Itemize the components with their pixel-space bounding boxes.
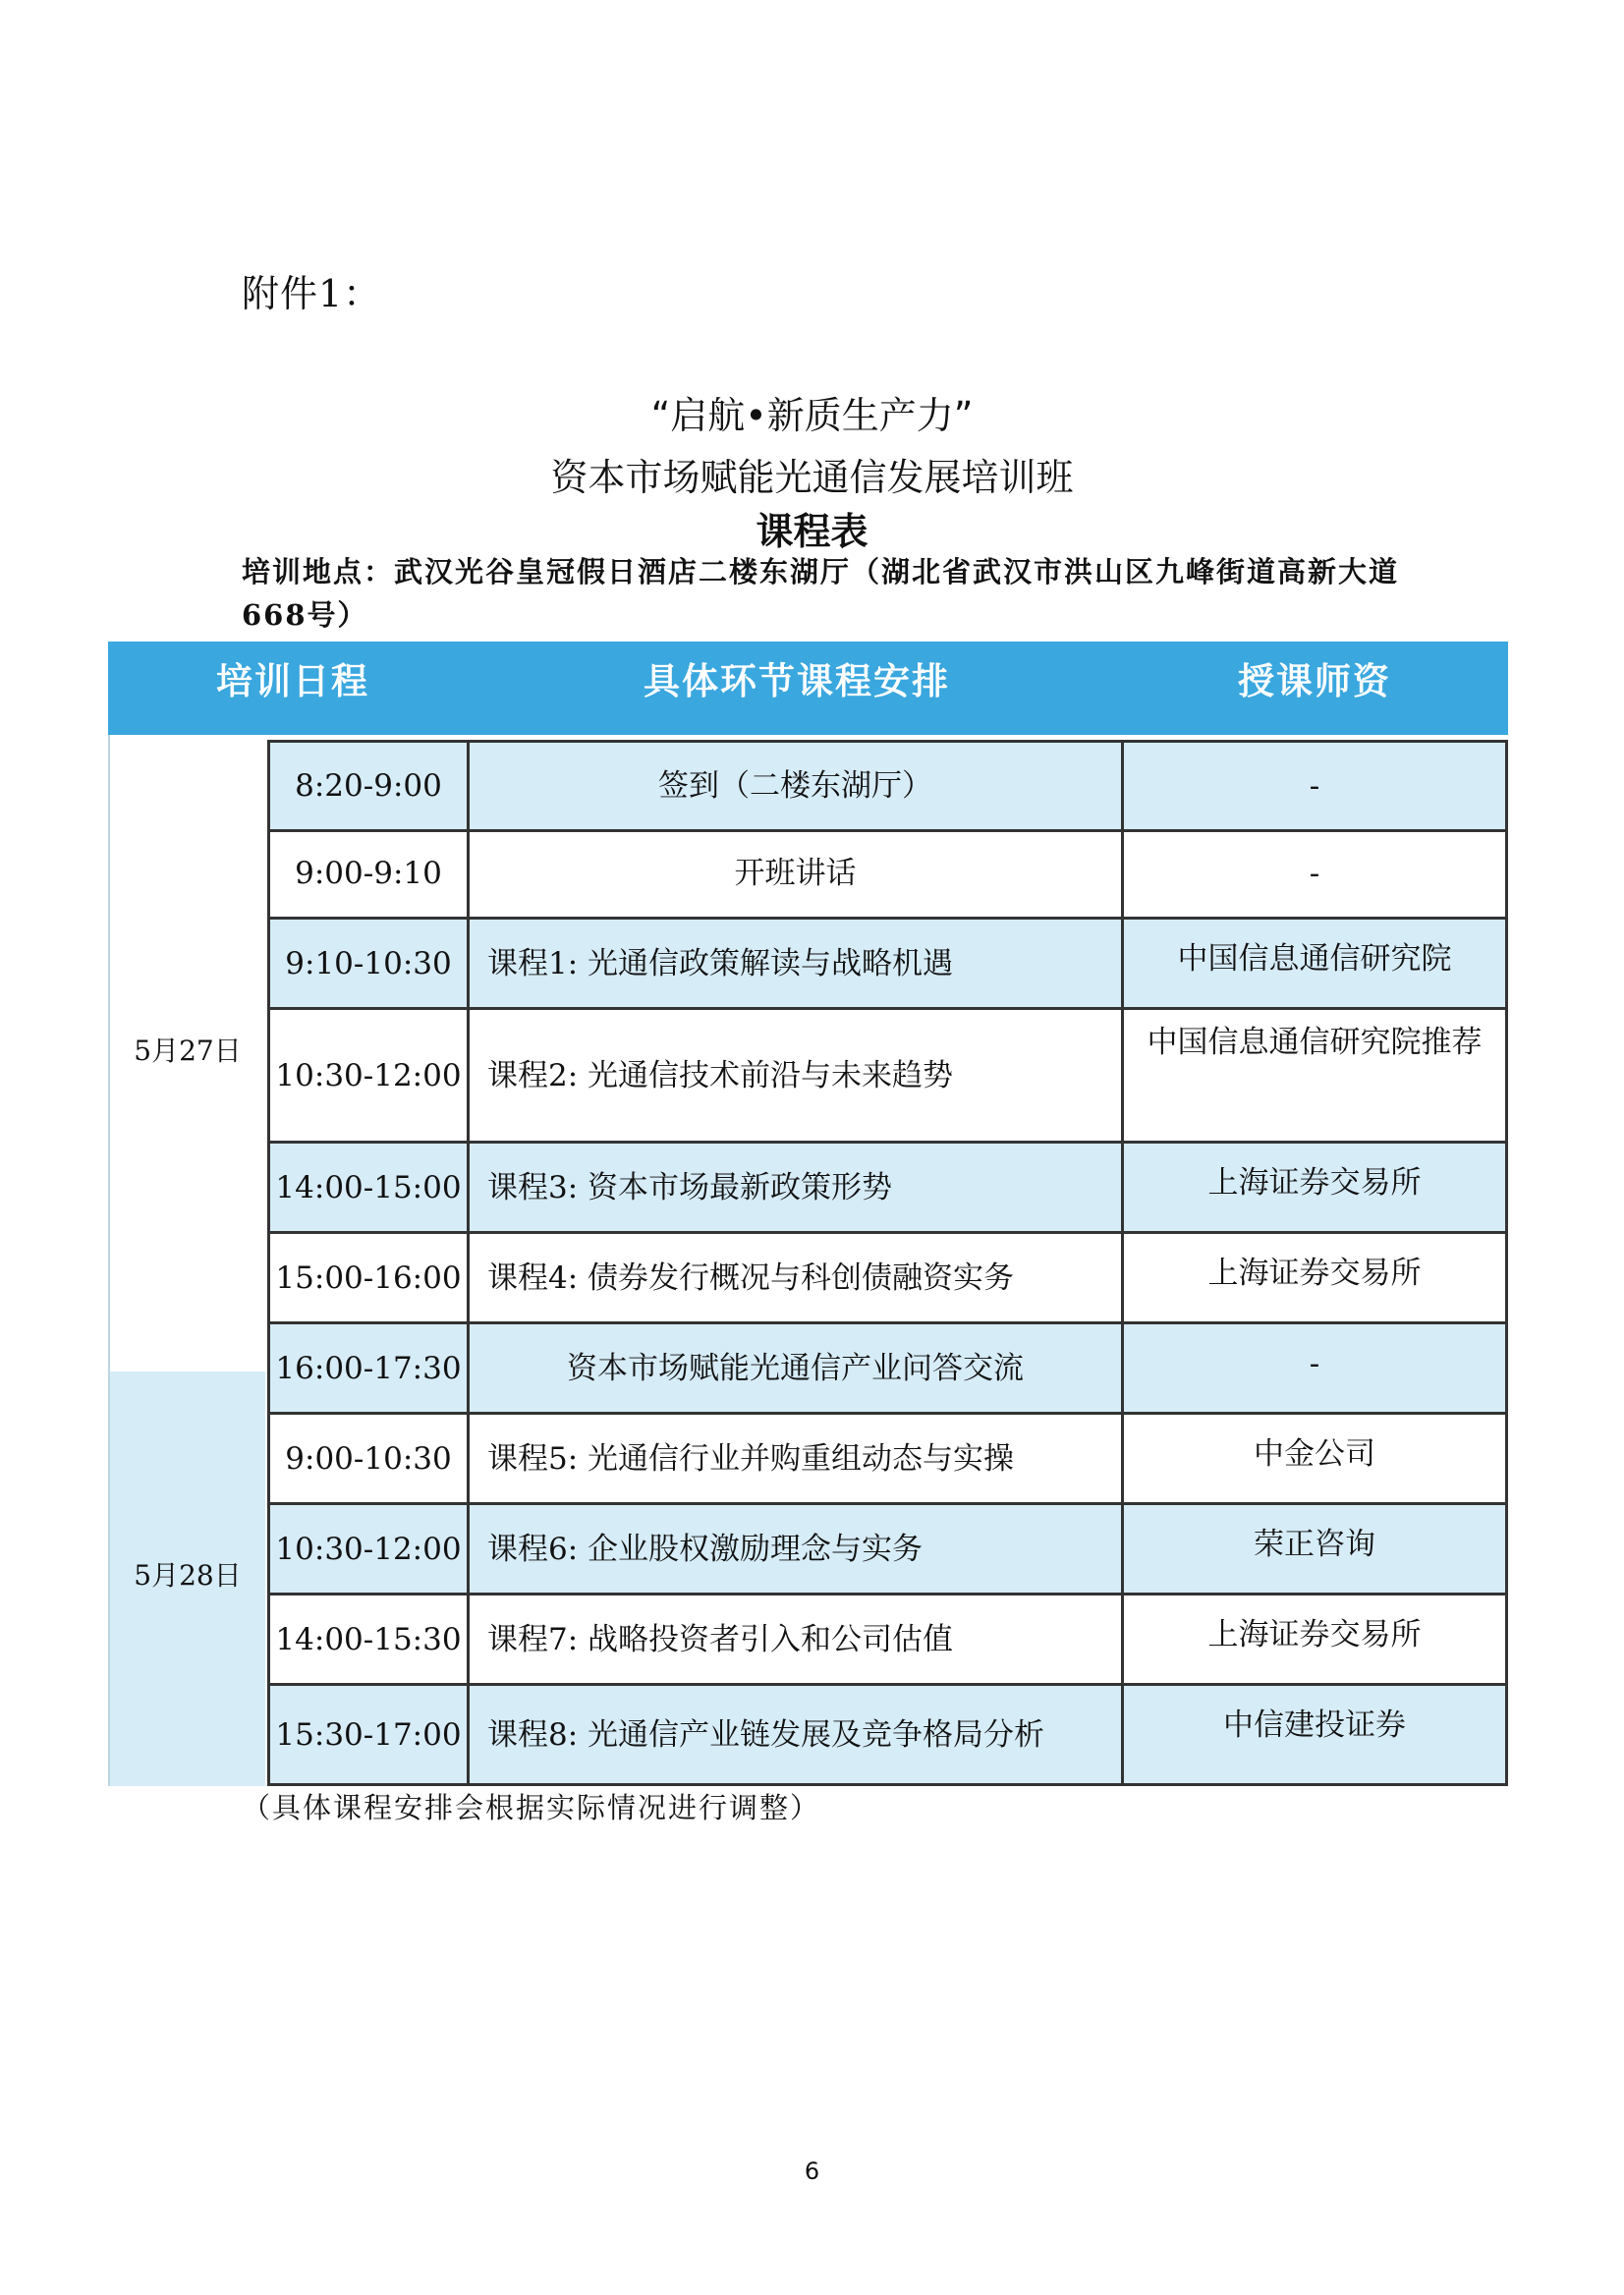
- teacher-cell: -: [1121, 743, 1508, 829]
- content-cell: 课程4: 债券发行概况与科创债融资实务: [467, 1234, 1121, 1321]
- schedule-note: （具体课程安排会根据实际情况进行调整）: [242, 1791, 821, 1824]
- time-cell: 14:00-15:30: [267, 1595, 467, 1683]
- content-cell: 签到（二楼东湖厅）: [467, 743, 1121, 829]
- table-header: [108, 642, 1508, 735]
- page-number: 6: [804, 2157, 820, 2185]
- content-cell: 课程6: 企业股权激励理念与实务: [467, 1505, 1121, 1593]
- table-row: [267, 1505, 1508, 1595]
- table-row: [267, 1415, 1508, 1505]
- title-line-1: “启航•新质生产力”: [650, 394, 974, 437]
- table-row: [267, 1595, 1508, 1686]
- day-label-2: 5月28日: [134, 1559, 242, 1592]
- attachment-label: 附件1：: [242, 272, 382, 315]
- time-cell: 10:30-12:00: [267, 1505, 467, 1593]
- content-cell: 开班讲话: [467, 829, 1121, 917]
- header-date: 培训日程: [216, 660, 369, 702]
- table-row: [267, 740, 1508, 832]
- table-row: [267, 1686, 1508, 1786]
- teacher-cell: 中信建投证券: [1121, 1686, 1508, 1783]
- teacher-cell: 荣正咨询: [1121, 1505, 1508, 1593]
- title-line-3: 课程表: [756, 510, 868, 553]
- header-teacher: 授课师资: [1238, 660, 1391, 702]
- teacher-cell: 中金公司: [1121, 1415, 1508, 1502]
- table-row: [267, 1324, 1508, 1415]
- time-cell: 9:10-10:30: [267, 920, 467, 1007]
- time-cell: 8:20-9:00: [267, 743, 467, 829]
- teacher-cell: 上海证券交易所: [1121, 1595, 1508, 1683]
- time-cell: 15:00-16:00: [267, 1234, 467, 1321]
- content-cell: 课程8: 光通信产业链发展及竞争格局分析: [467, 1686, 1121, 1783]
- table-row: [267, 829, 1508, 920]
- table-row: [267, 1144, 1508, 1234]
- time-cell: 9:00-9:10: [267, 829, 467, 917]
- location-text: 武汉光谷皇冠假日酒店二楼东湖厅（湖北省武汉市洪山区九峰街道高新大道668号）: [242, 555, 1400, 632]
- content-cell: 课程1: 光通信政策解读与战略机遇: [467, 920, 1121, 1007]
- content-cell: 课程2: 光通信技术前沿与未来趋势: [467, 1010, 1121, 1141]
- table-row: [267, 1010, 1508, 1144]
- day-block-1: [108, 735, 265, 1371]
- time-cell: 14:00-15:00: [267, 1144, 467, 1231]
- header-content: 具体环节课程安排: [644, 660, 950, 702]
- teacher-cell: 上海证券交易所: [1121, 1234, 1508, 1321]
- teacher-cell: -: [1121, 1324, 1508, 1412]
- location-label: 培训地点：: [242, 555, 395, 588]
- schedule-table: [108, 642, 1508, 1786]
- day-block-2: [108, 1371, 265, 1786]
- day-label-1: 5月27日: [134, 1035, 242, 1067]
- teacher-cell: 中国信息通信研究院推荐: [1121, 1010, 1508, 1141]
- content-cell: 课程5: 光通信行业并购重组动态与实操: [467, 1415, 1121, 1502]
- content-cell: 资本市场赋能光通信产业问答交流: [467, 1324, 1121, 1412]
- time-cell: 9:00-10:30: [267, 1415, 467, 1502]
- content-cell: 课程3: 资本市场最新政策形势: [467, 1144, 1121, 1231]
- content-cell: 课程7: 战略投资者引入和公司估值: [467, 1595, 1121, 1683]
- time-cell: 15:30-17:00: [267, 1686, 467, 1783]
- teacher-cell: 中国信息通信研究院: [1121, 920, 1508, 1007]
- training-location: [242, 550, 1421, 637]
- table-row: [267, 920, 1508, 1010]
- time-cell: 16:00-17:30: [267, 1324, 467, 1412]
- teacher-cell: -: [1121, 829, 1508, 917]
- time-cell: 10:30-12:00: [267, 1010, 467, 1141]
- teacher-cell: 上海证券交易所: [1121, 1144, 1508, 1231]
- table-row: [267, 1234, 1508, 1324]
- title-line-2: 资本市场赋能光通信发展培训班: [550, 456, 1074, 499]
